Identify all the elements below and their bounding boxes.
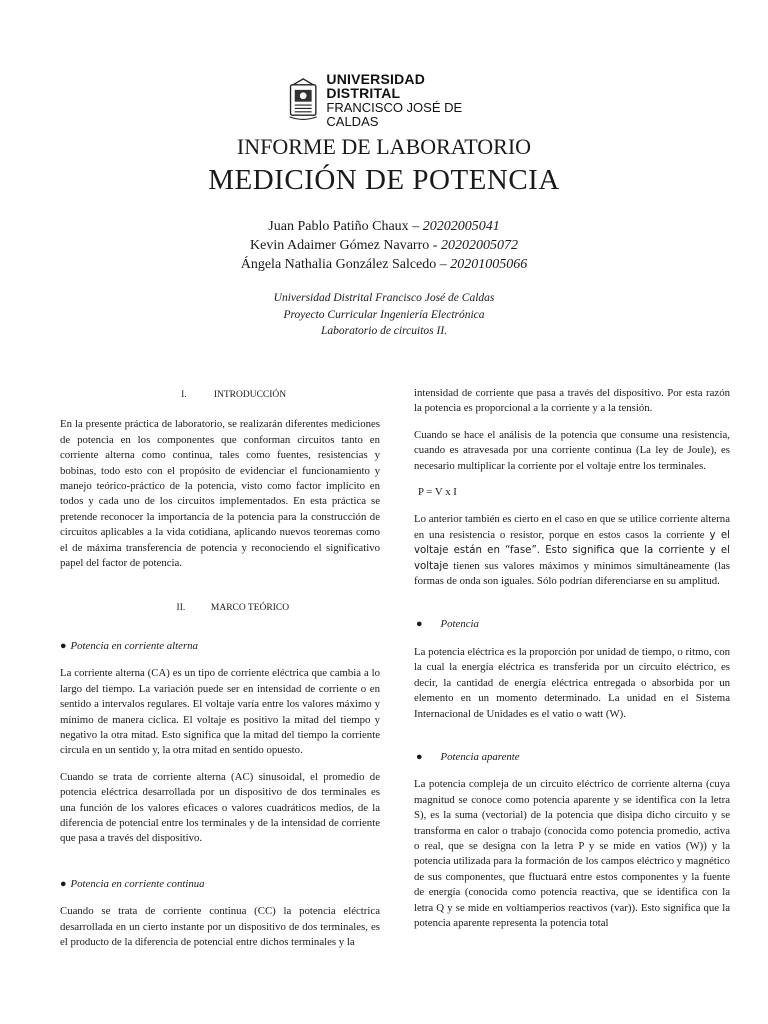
subheading-potencia-ca [60,639,380,654]
affiliation-university: Universidad Distrital Francisco José de Caldas [273,292,495,304]
aparente-paragraph: La potencia compleja de un circuito eléctrico de corriente alterna (cuya magnitud se conoce como potencia aparente y se identifica con la letra S), es la suma (vectorial) de la potencia que disipa dicho circuito y se transforma en calor o trabajo (conocida como potencia promedio, activa o real, que se designa con la letra P y se mide en vatios (W)) y la potencia utilizada para la formación de los campos eléctrico y magnético de sus componentes, que fluctuará entre estos componentes y la fuente de energía (conocida como potencia reactiva, que se identifica con la letra Q y se mide en voltiamperios reactivos (var)). Esto significa que la potencia aparente representa la potencia total [414,778,730,929]
section-number: I. [181,390,187,400]
bullet-icon: ● [60,639,67,652]
subheading-text: Potencia aparente [440,750,520,763]
resistance-paragraph: Cuando se hace el análisis de la potencia que consume una resistencia, cuando es atravesada por una corriente continua (La ley de Joule), es necesario multiplicar la corriente por el voltaje entre los terminales. [414,428,730,472]
power-formula: P = V x I [418,486,457,499]
author-line [0,236,768,255]
author-name: Ángela Nathalia González Salcedo [240,257,437,272]
section-title: INTRODUCCIÓN [213,390,287,400]
logo-line-1: UNIVERSIDAD DISTRITAL [326,70,426,102]
section-heading-marco-teorico [60,601,380,616]
author-separator: - [429,238,441,253]
subheading-text: Potencia en corriente continua [70,877,205,890]
affiliation-course: Laboratorio de circuitos II. [320,325,448,337]
affiliation [0,290,768,340]
author-id: 20202005041 [422,219,500,234]
author-separator: – [436,257,451,272]
author-id: 20201005066 [450,257,528,272]
author-id: 20202005072 [440,238,518,253]
phase-paragraph [414,512,730,589]
right-column [414,386,730,942]
bullet-icon: ● [60,877,67,890]
author-name: Juan Pablo Patiño Chaux [268,219,409,234]
section-number: II. [176,603,186,614]
affiliation-program: Proyecto Curricular Ingeniería Electrónica [283,308,485,321]
phase-text-a: Lo anterior también es cierto en el caso en que se utilice corriente alterna en una resistencia o resistor, porque en estos casos la corriente [414,513,730,541]
subheading-text: Potencia en corriente alterna [70,639,198,652]
university-seal-icon [288,74,318,126]
subheading-text: Potencia [440,618,479,631]
cc-paragraph-1: Cuando se trata de corriente continua (CC) la potencia eléctrica desarrollada en un cierto instante por un dispositivo de dos terminales, es el producto de la diferencia de potencial entre dichos terminales y la [60,905,380,948]
ca-paragraph-1: La corriente alterna (CA) es un tipo de corriente eléctrica que cambia a lo largo del tiempo. La variación puede ser en intensidad de corriente o en sentido a intervalos regulares. El voltaje varía entre los valores máximo y mínimo de manera cíclica. El voltaje es positivo la mitad del tiempo y negativo la otra mitad. Esto significa que la mitad del tiempo la corriente circula en un sentido y, la otra mitad en sentido opuesto. [60,667,380,757]
left-column [60,384,380,961]
continued-paragraph: intensidad de corriente que pasa a través del dispositivo. Por esta razón la potencia es proporcional a la corriente y a la tensión. [414,387,730,415]
author-name: Kevin Adaimer Gómez Navarro [250,238,430,253]
author-line [0,255,768,274]
bullet-icon: ● [416,618,423,631]
section-title: MARCO TEÓRICO [210,603,290,614]
subheading-potencia-aparente [414,750,730,765]
subheading-potencia-cc [60,877,380,892]
subheading-potencia [414,617,730,632]
report-type: INFORME DE LABORATORIO [236,134,532,159]
university-logo [288,70,488,130]
logo-line-2: FRANCISCO JOSÉ DE CALDAS [326,100,463,129]
section-heading-introduccion [60,388,380,403]
ca-paragraph-2: Cuando se trata de corriente alterna (AC) sinusoidal, el promedio de potencia eléctrica desarrollada por un dispositivo de dos terminales es una función de los valores eficaces o valores cuadráticos medios, de la diferencia de potencial entre los terminales y de la intensidad de corriente que pasa a través del dispositivo. [60,770,380,845]
phase-text-handwritten: y el voltaje están en “fase”. Esto significa que la corriente y el voltaje [414,529,730,572]
intro-paragraph: En la presente práctica de laboratorio, se realizarán diferentes mediciones de potencia en los componentes que conforman circuitos tanto en corriente alterna como continua, tales como fuentes, resistencias y bobinas, todo esto con el propósito de evidenciar el funcionamiento y manejo teórico-práctico de la potencia, visto como factor implícito en todos y cada uno de los circuitos implementados. En esta práctica se pretende reconocer la importancia de la potencia para la construcción de circuitos aplicables a la vida cotidiana, aplicando nuevos teoremas como el de máxima transferencia de potencia y reconociendo el significativo papel del factor de potencia. [60,418,380,570]
author-line [0,217,768,236]
author-separator: – [408,219,423,234]
phase-text-b: tienen sus valores máximos y mínimos simultáneamente (las formas de onda son iguales. Sólo podrían diferenciarse en su amplitud. [414,559,731,588]
bullet-icon: ● [416,750,423,763]
report-title: MEDICIÓN DE POTENCIA [208,164,560,196]
potencia-paragraph: La potencia eléctrica es la proporción por unidad de tiempo, o ritmo, con la cual la energía eléctrica es transferida por un circuito eléctrico, es decir, la cantidad de energía eléctrica entregada o absorbida por un elemento en un momento determinado. La unidad en el Sistema Internacional de Unidades es el vatio o watt (W). [414,645,730,720]
author-list [0,217,768,274]
